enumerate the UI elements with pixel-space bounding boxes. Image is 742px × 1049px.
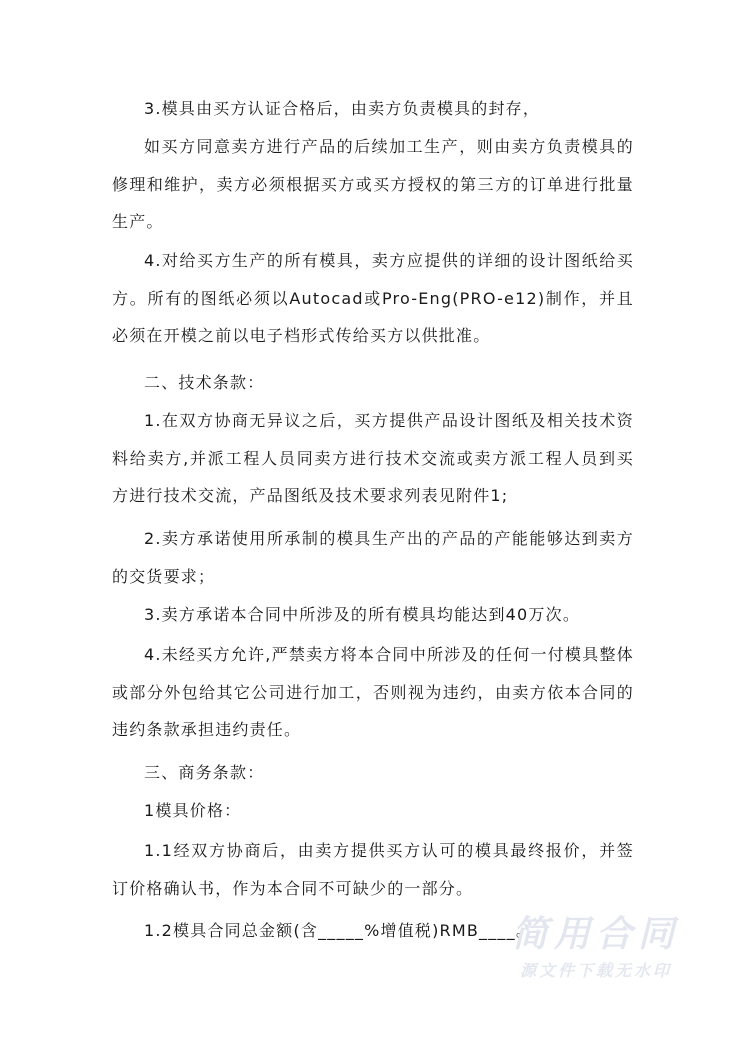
paragraph-outsourcing-ban: 4.未经买方允许,严禁卖方将本合同中所涉及的任何一付模具整体或部分外包给其它公司进行加工，否则视为违约，由卖方依本合同的违约条款承担违约责任。 — [112, 645, 634, 740]
paragraph-mold-sealing: 3.模具由买方认证合格后，由卖方负责模具的封存， — [144, 99, 541, 118]
watermark-logo — [508, 913, 684, 983]
paragraph-design-drawings: 4.对给买方生产的所有模具，卖方应提供的详细的设计图纸给买方。所有的图纸必须以Autocad或Pro-Eng(PRO-e12)制作，并且必须在开模之前以电子档形式传给买方以供批准。 — [112, 251, 634, 346]
section-heading-commercial-terms: 三、商务条款： — [144, 763, 265, 782]
paragraph-contract-total: 1.2模具合同总金额(含_____%增值税)RMB____。 — [144, 921, 534, 940]
watermark-main-text: 简用合同 — [511, 914, 680, 955]
paragraph-mold-lifetime: 3.卖方承诺本合同中所涉及的所有模具均能达到40万次。 — [144, 605, 581, 624]
paragraph-technical-exchange: 1.在双方协商无异议之后，买方提供产品设计图纸及相关技术资料给卖方,并派工程人员同卖方进行技术交流或卖方派工程人员到买方进行技术交流，产品图纸及技术要求列表见附件1; — [112, 411, 634, 506]
subheading-mold-price: 1模具价格： — [144, 801, 242, 820]
watermark-sub-text: 源文件下载无水印 — [519, 961, 672, 980]
paragraph-mold-repair: 如买方同意卖方进行产品的后续加工生产，则由卖方负责模具的修理和维护，卖方必须根据买方或买方授权的第三方的订单进行批量生产。 — [112, 137, 634, 232]
paragraph-final-quotation: 1.1经双方协商后，由卖方提供买方认可的模具最终报价，并签订价格确认书，作为本合同不可缺少的一部分。 — [112, 841, 634, 898]
paragraph-capacity-commitment: 2.卖方承诺使用所承制的模具生产出的产品的产能能够达到卖方的交货要求； — [112, 529, 634, 586]
section-heading-technical-terms: 二、技术条款： — [144, 373, 265, 392]
